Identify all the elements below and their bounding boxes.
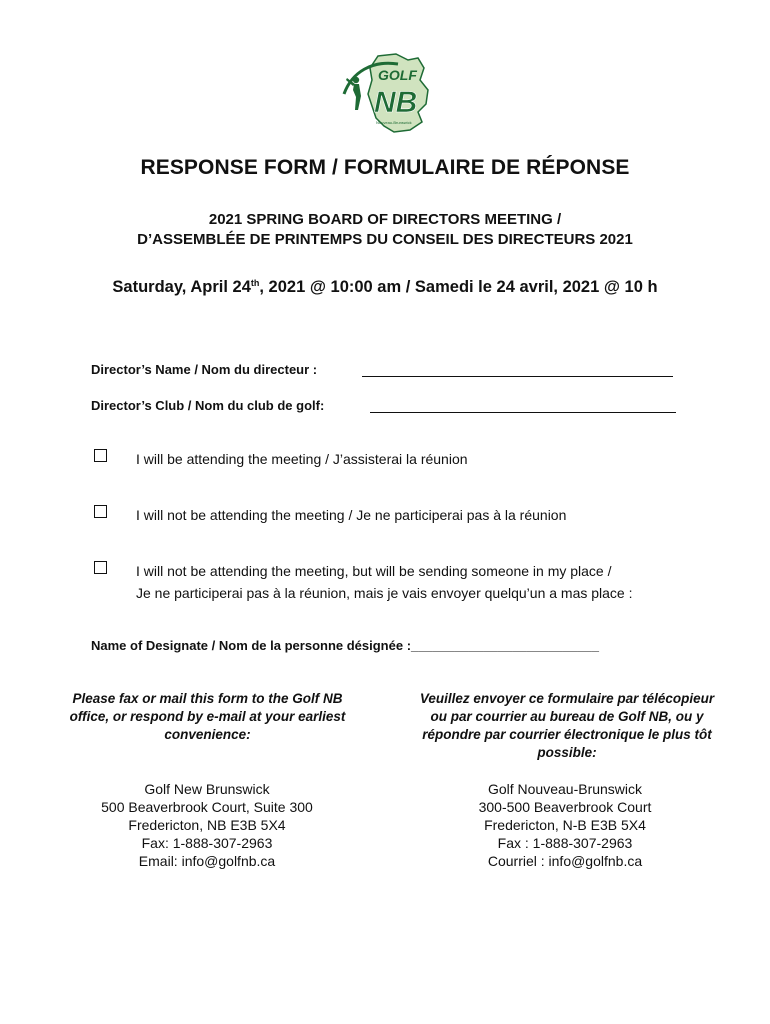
sending-designate-option-label bbox=[136, 560, 633, 604]
instructions-fr-line: Veuillez envoyer ce formulaire par télécopieur bbox=[419, 691, 715, 706]
address-en-org: Golf New Brunswick bbox=[144, 781, 270, 797]
meeting-line-2: D’ASSEMBLÉE DE PRINTEMPS DU CONSEIL DES DIRECTEURS 2021 bbox=[137, 231, 633, 248]
address-fr-org: Golf Nouveau-Brunswick bbox=[487, 781, 643, 797]
meeting-line-1: 2021 SPRING BOARD OF DIRECTORS MEETING / bbox=[208, 211, 562, 228]
date-superscript: th bbox=[250, 278, 260, 288]
address-en-email: Email: info@golfnb.ca bbox=[138, 853, 276, 869]
address-english bbox=[67, 780, 347, 870]
designate-label: Name of Designate / Nom de la personne désignée : bbox=[91, 638, 412, 653]
designate-row bbox=[91, 638, 599, 653]
golf-nb-logo-graphic bbox=[338, 50, 434, 136]
not-attending-checkbox[interactable] bbox=[94, 505, 107, 518]
date-text-after: , 2021 @ 10:00 am / Samedi le 24 avril, 2021 @ 10 h bbox=[259, 278, 658, 296]
address-en-city: Fredericton, NB E3B 5X4 bbox=[128, 817, 286, 833]
instructions-fr-line: répondre par courrier électronique le plus tôt bbox=[422, 727, 712, 742]
svg-text:NB: NB bbox=[374, 86, 418, 119]
instructions-english bbox=[45, 690, 370, 744]
not-attending-option-label: I will not be attending the meeting / Je ne participerai pas à la réunion bbox=[136, 507, 567, 523]
designate-field[interactable]: __________________________ bbox=[411, 638, 600, 653]
sending-designate-line-1: I will not be attending the meeting, but will be sending someone in my place / bbox=[136, 563, 612, 579]
page-title: RESPONSE FORM / FORMULAIRE DE RÉPONSE bbox=[140, 156, 630, 179]
golfer-silhouette-icon bbox=[346, 77, 361, 110]
svg-text:Nouveau-Brunswick: Nouveau-Brunswick bbox=[376, 120, 412, 125]
meeting-date bbox=[0, 278, 770, 297]
address-fr-email: Courriel : info@golfnb.ca bbox=[487, 853, 643, 869]
sending-designate-checkbox[interactable] bbox=[94, 561, 107, 574]
address-fr-street: 300-500 Beaverbrook Court bbox=[478, 799, 652, 815]
instructions-en-line: convenience: bbox=[164, 727, 251, 742]
instructions-fr-line: ou par courrier au bureau de Golf NB, ou y bbox=[430, 709, 704, 724]
address-en-fax: Fax: 1-888-307-2963 bbox=[141, 835, 273, 851]
address-french bbox=[425, 780, 705, 870]
address-fr-city: Fredericton, N-B E3B 5X4 bbox=[484, 817, 646, 833]
director-name-field[interactable] bbox=[362, 376, 673, 377]
address-fr-fax: Fax : 1-888-307-2963 bbox=[497, 835, 633, 851]
sending-designate-line-2: Je ne participerai pas à la réunion, mais je vais envoyer quelqu’un a mas place : bbox=[136, 585, 633, 601]
director-name-label: Director’s Name / Nom du directeur : bbox=[91, 362, 318, 377]
date-text-before: Saturday, April 24 bbox=[112, 278, 251, 296]
address-en-street: 500 Beaverbrook Court, Suite 300 bbox=[101, 799, 313, 815]
attending-checkbox[interactable] bbox=[94, 449, 107, 462]
instructions-french bbox=[392, 690, 742, 762]
instructions-en-line: Please fax or mail this form to the Golf NB bbox=[72, 691, 343, 706]
meeting-heading bbox=[0, 210, 770, 250]
director-club-field[interactable] bbox=[370, 412, 676, 413]
svg-text:GOLF: GOLF bbox=[378, 67, 417, 83]
golf-nb-logo bbox=[338, 50, 434, 136]
attending-option-label: I will be attending the meeting / J’assisterai la réunion bbox=[136, 451, 468, 467]
instructions-fr-line: possible: bbox=[537, 745, 597, 760]
director-club-label: Director’s Club / Nom du club de golf: bbox=[91, 398, 325, 413]
instructions-en-line: office, or respond by e-mail at your earliest bbox=[69, 709, 346, 724]
